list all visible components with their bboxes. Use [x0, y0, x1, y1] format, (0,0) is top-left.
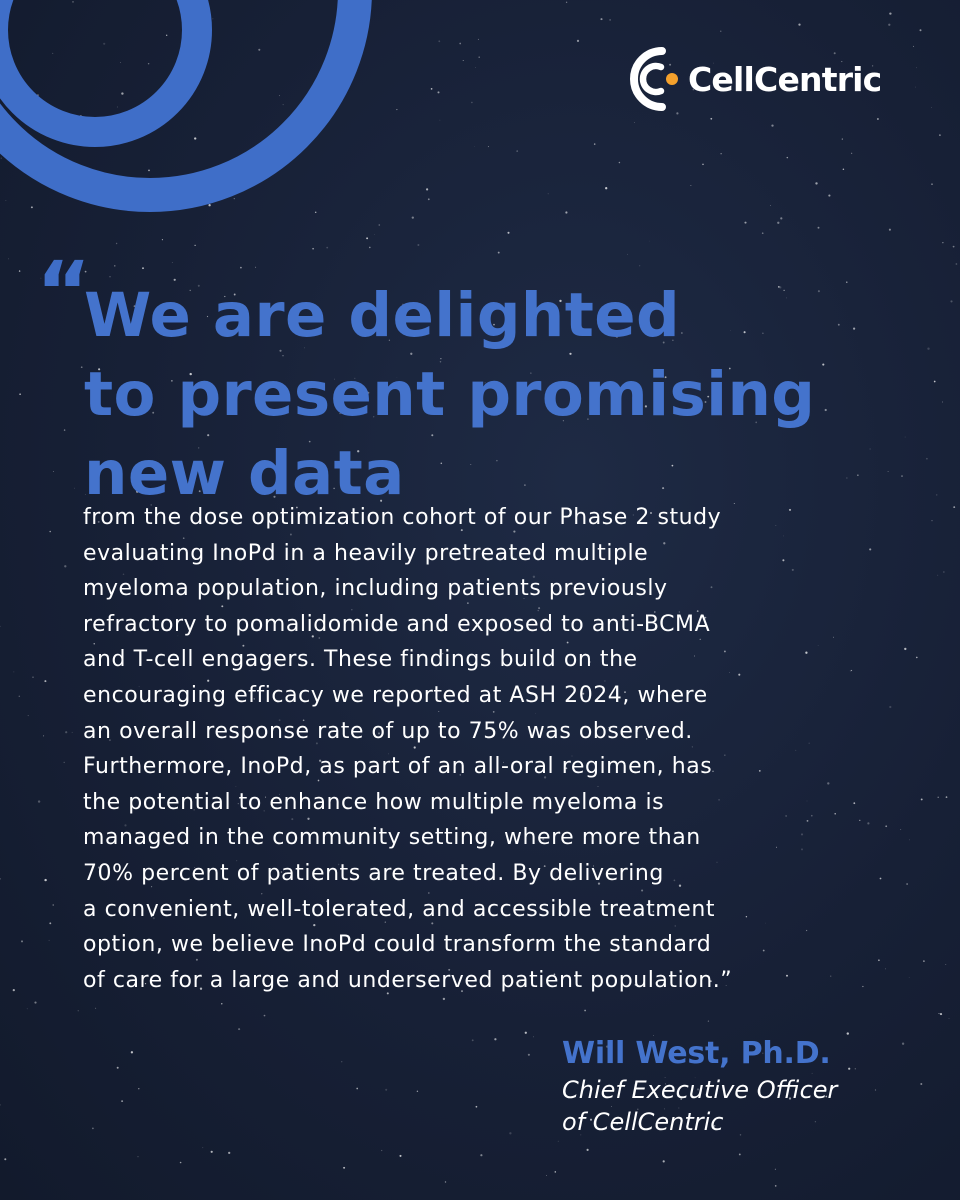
inner-arc — [0, 0, 197, 132]
headline-line: to present promising — [84, 359, 816, 430]
body-line: and T-cell engagers. These findings build on the — [83, 647, 638, 673]
body-line: myeloma population, including patients previously — [83, 576, 668, 602]
quote-attribution — [562, 1034, 942, 1138]
body-line: a convenient, well-tolerated, and accessible treatment — [83, 896, 716, 922]
body-line: 70% percent of patients are treated. By delivering — [83, 860, 664, 886]
body-line: evaluating InoPd in a heavily pretreated multiple — [83, 540, 649, 566]
body-line: encouraging efficacy we reported at ASH 2024, where — [83, 682, 708, 708]
body-line: Furthermore, InoPd, as part of an all-oral regimen, has — [83, 754, 713, 780]
speaker-organization: of CellCentric — [562, 1108, 724, 1136]
body-line: option, we believe InoPd could transform the standard — [83, 932, 712, 958]
body-line: from the dose optimization cohort of our Phase 2 study — [83, 505, 722, 530]
quote-body — [83, 500, 953, 998]
headline-line: new data — [84, 438, 405, 509]
body-line: of care for a large and underserved patient population.” — [83, 967, 733, 993]
brand-name: CellCentric — [688, 59, 882, 99]
brand-logo — [622, 44, 881, 114]
opening-quote-mark: “ — [36, 243, 92, 341]
quote-headline — [84, 276, 944, 513]
body-line: the potential to enhance how multiple myeloma is — [83, 789, 665, 815]
speaker-title: Chief Executive Officer — [562, 1076, 838, 1104]
headline-line: We are delighted — [84, 280, 681, 351]
speaker-name: Will West, Ph.D. — [562, 1036, 831, 1071]
body-line: refractory to pomalidomide and exposed to anti-BCMA — [83, 611, 711, 637]
cellcentric-logo-icon — [622, 44, 684, 114]
body-line: managed in the community setting, where more than — [83, 825, 701, 851]
body-line: an overall response rate of up to 75% was observed. — [83, 718, 693, 744]
